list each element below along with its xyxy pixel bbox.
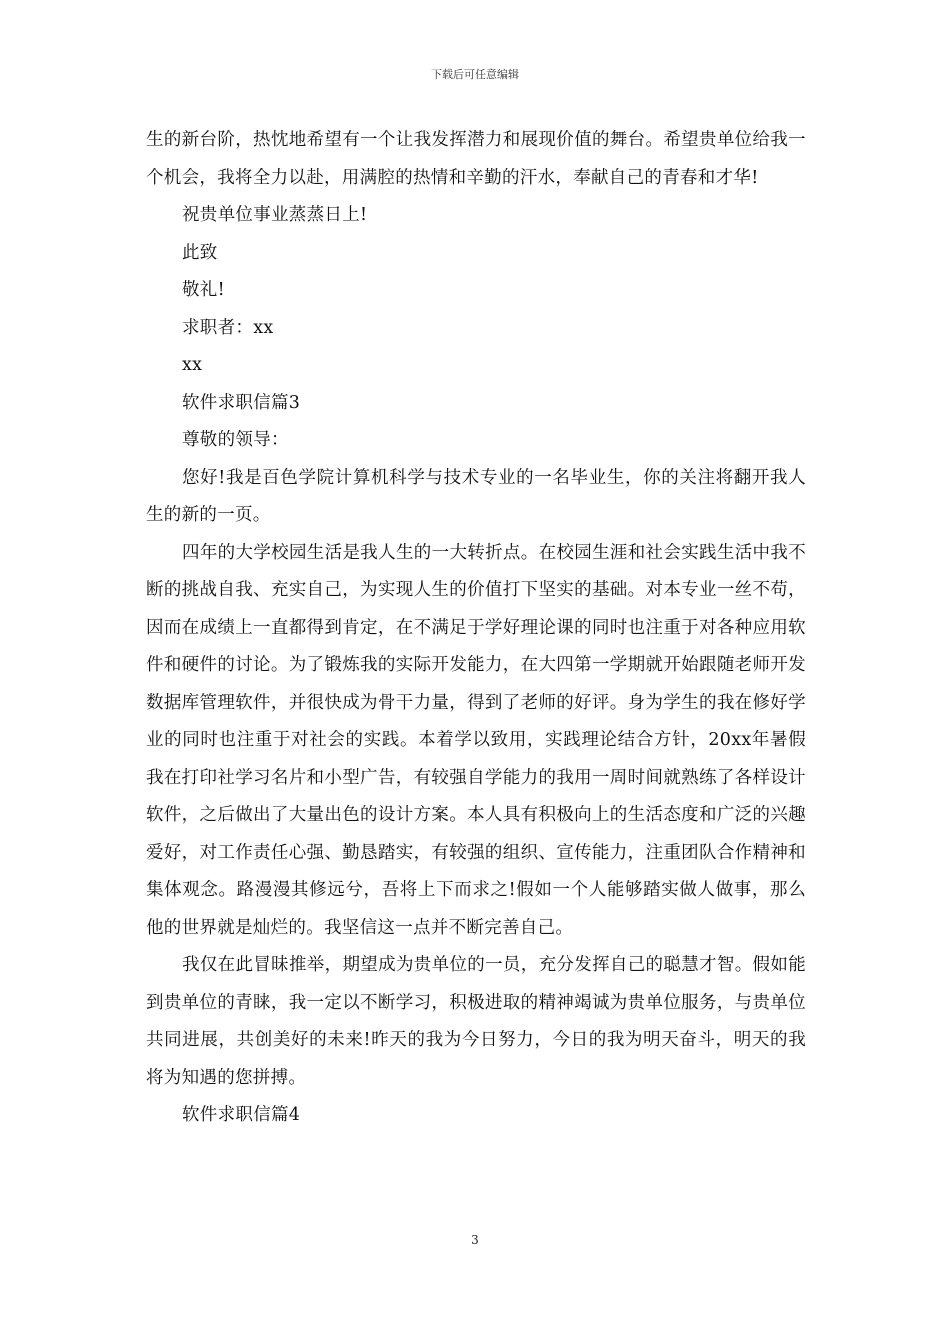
paragraph-greeting: 您好!我是百色学院计算机科学与技术专业的一名毕业生，你的关注将翻开我人生的新的一页。 bbox=[146, 467, 806, 525]
paragraph-continuation: 生的新台阶，热忱地希望有一个让我发挥潜力和展现价值的舞台。希望贵单位给我一个机会，我将全力以赴，用满腔的热情和辛勤的汗水，奉献自己的青春和才华! bbox=[146, 130, 806, 188]
paragraph-applicant: 求职者：xx bbox=[182, 317, 274, 338]
page-number: 3 bbox=[471, 1233, 479, 1247]
paragraph-blessing: 祝贵单位事业蒸蒸日上! bbox=[182, 205, 368, 225]
page-header-note: 下载后可任意编辑 bbox=[431, 68, 519, 81]
paragraph-closing-cizhi: 此致 bbox=[182, 242, 218, 263]
paragraph-university-life: 四年的大学校园生活是我人生的一大转折点。在校园生涯和社会实践生活中我不断的挑战自我、充实自己，为实现人生的价值打下坚实的基础。对本专业一丝不苟，因而在成绩上一直都得到肯定，在不满足于学好理论课的同时也注重于对各种应用软件和硬件的讨论。为了锻炼我的实际开发能力，在大四第一学期就开始跟随老师开发数据库管理软件，并很快成为骨干力量，得到了老师的好评。身为学生的我在修好学业的同时也注重于对社会的实践。本着学以致用，实践理论结合方针，20xx年暑假我在打印社学习名片和小型广告，有较强自学能力的我用一周时间就熟练了各样设计软件，之后做出了大量出色的设计方案。本人具有积极向上的生活态度和广泛的兴趣爱好，对工作责任心强、勤恳踏实，有较强的组织、宣传能力，注重团队合作精神和集体观念。路漫漫其修远兮，吾将上下而求之!假如一个人能够踏实做人做事，那么他的世界就是灿烂的。我坚信这一点并不断完善自己。 bbox=[146, 542, 806, 938]
section-title-letter-3: 软件求职信篇3 bbox=[182, 392, 301, 413]
document-body bbox=[146, 122, 806, 1135]
paragraph-closing-jingli: 敬礼! bbox=[182, 280, 225, 300]
paragraph-salutation: 尊敬的领导： bbox=[182, 430, 289, 450]
paragraph-date: xx bbox=[182, 355, 203, 375]
section-title-letter-4: 软件求职信篇4 bbox=[182, 1105, 301, 1125]
paragraph-recommendation: 我仅在此冒昧推举，期望成为贵单位的一员，充分发挥自己的聪慧才智。假如能到贵单位的青睐，我一定以不断学习，积极进取的精神竭诚为贵单位服务，与贵单位共同进展，共创美好的未来!昨天的我为今日努力，今日的我为明天奋斗，明天的我将为知遇的您拼搏。 bbox=[146, 955, 806, 1088]
